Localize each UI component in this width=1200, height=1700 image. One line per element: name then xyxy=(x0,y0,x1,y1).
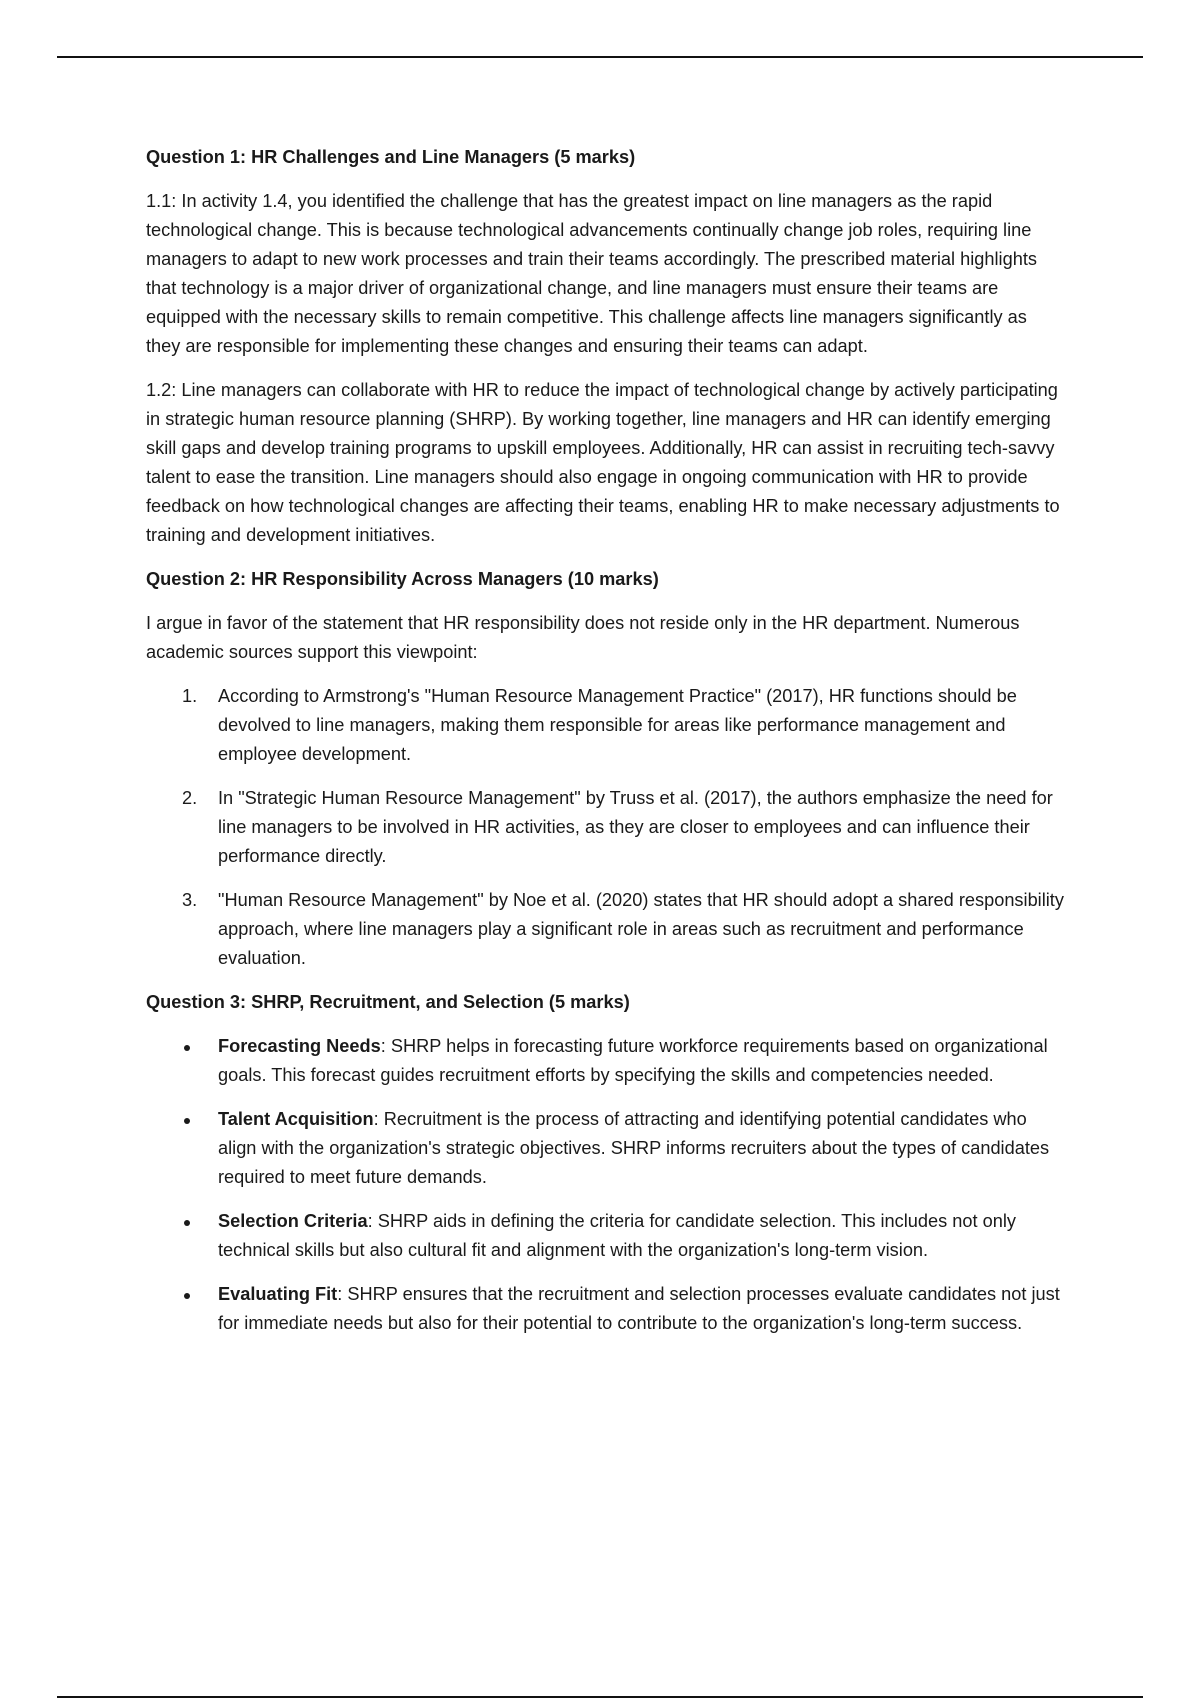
list-number: 3. xyxy=(182,890,198,910)
list-item-text: According to Armstrong's "Human Resource Management Practice" (2017), HR functions should be devolved to line managers, making them responsible for areas like performance management and employee development. xyxy=(218,686,1017,764)
answer-1-1-paragraph: 1.1: In activity 1.4, you identified the challenge that has the greatest impact on line managers as the rapid technological change. This is because technological advancements continually change job roles, requiring line managers to adapt to new work processes and train their teams accordingly. The prescribed material highlights that technology is a major driver of organizational change, and line managers must ensure their teams are equipped with the necessary skills to remain competitive. This challenge affects line managers significantly as they are responsible for implementing these changes and ensuring their teams can adapt. xyxy=(146,191,1037,356)
list-item-text: : SHRP helps in forecasting future workforce requirements based on organizational goals. This forecast guides recruitment efforts by specifying the skills and competencies needed. xyxy=(218,1036,1048,1085)
header-rule xyxy=(57,56,1143,58)
list-item-term: Forecasting Needs xyxy=(218,1036,381,1056)
footer-rule xyxy=(57,1696,1143,1698)
answer-1-2-paragraph: 1.2: Line managers can collaborate with HR to reduce the impact of technological change by actively participating in strategic human resource planning (SHRP). By working together, line managers and HR can identify emerging skill gaps and develop training programs to upskill employees. Additionally, HR can assist in recruiting tech-savvy talent to ease the transition. Line managers should also engage in ongoing communication with HR to provide feedback on how technological changes are affecting their teams, enabling HR to make necessary adjustments to training and development initiatives. xyxy=(146,380,1060,545)
list-item xyxy=(146,784,1066,871)
bullet-icon xyxy=(184,1118,190,1124)
list-item-text: : SHRP aids in defining the criteria for candidate selection. This includes not only technical skills but also cultural fit and alignment with the organization's long-term vision. xyxy=(218,1211,1016,1260)
list-item-term: Selection Criteria xyxy=(218,1211,368,1231)
question-1-heading: Question 1: HR Challenges and Line Managers (5 marks) xyxy=(146,147,636,167)
question-2-heading: Question 2: HR Responsibility Across Managers (10 marks) xyxy=(146,569,659,589)
list-item-text: : SHRP ensures that the recruitment and selection processes evaluate candidates not just for immediate needs but also for their potential to contribute to the organization's long-term success. xyxy=(218,1284,1060,1333)
shrp-points-list xyxy=(146,1032,1066,1338)
list-item xyxy=(146,1105,1066,1192)
list-item-text: In "Strategic Human Resource Management" by Truss et al. (2017), the authors emphasize the need for line managers to be involved in HR activities, as they are closer to employees and can influence their performance directly. xyxy=(218,788,1053,866)
question-3-heading: Question 3: SHRP, Recruitment, and Selection (5 marks) xyxy=(146,992,630,1012)
list-item-term: Evaluating Fit xyxy=(218,1284,338,1304)
list-item xyxy=(146,1032,1066,1090)
question-2-intro: I argue in favor of the statement that HR responsibility does not reside only in the HR department. Numerous academic sources support this viewpoint: xyxy=(146,613,1020,662)
list-number: 1. xyxy=(182,686,198,706)
list-item-term: Talent Acquisition xyxy=(218,1109,374,1129)
bullet-icon xyxy=(184,1220,190,1226)
bullet-icon xyxy=(184,1293,190,1299)
list-item-text: : Recruitment is the process of attracting and identifying potential candidates who align with the organization's strategic objectives. SHRP informs recruiters about the types of candidates required to meet future demands. xyxy=(218,1109,1050,1187)
list-item xyxy=(146,1207,1066,1265)
question-3-section xyxy=(146,988,1066,1338)
list-item xyxy=(146,1280,1066,1338)
sources-list xyxy=(146,682,1066,973)
list-item xyxy=(146,886,1066,973)
document-body xyxy=(146,143,1066,1353)
list-number: 2. xyxy=(182,788,198,808)
question-1-section xyxy=(146,143,1066,550)
question-2-section xyxy=(146,565,1066,973)
list-item xyxy=(146,682,1066,769)
list-item-text: "Human Resource Management" by Noe et al. (2020) states that HR should adopt a shared responsibility approach, where line managers play a significant role in areas such as recruitment and performance evaluation. xyxy=(218,890,1064,968)
bullet-icon xyxy=(184,1045,190,1051)
